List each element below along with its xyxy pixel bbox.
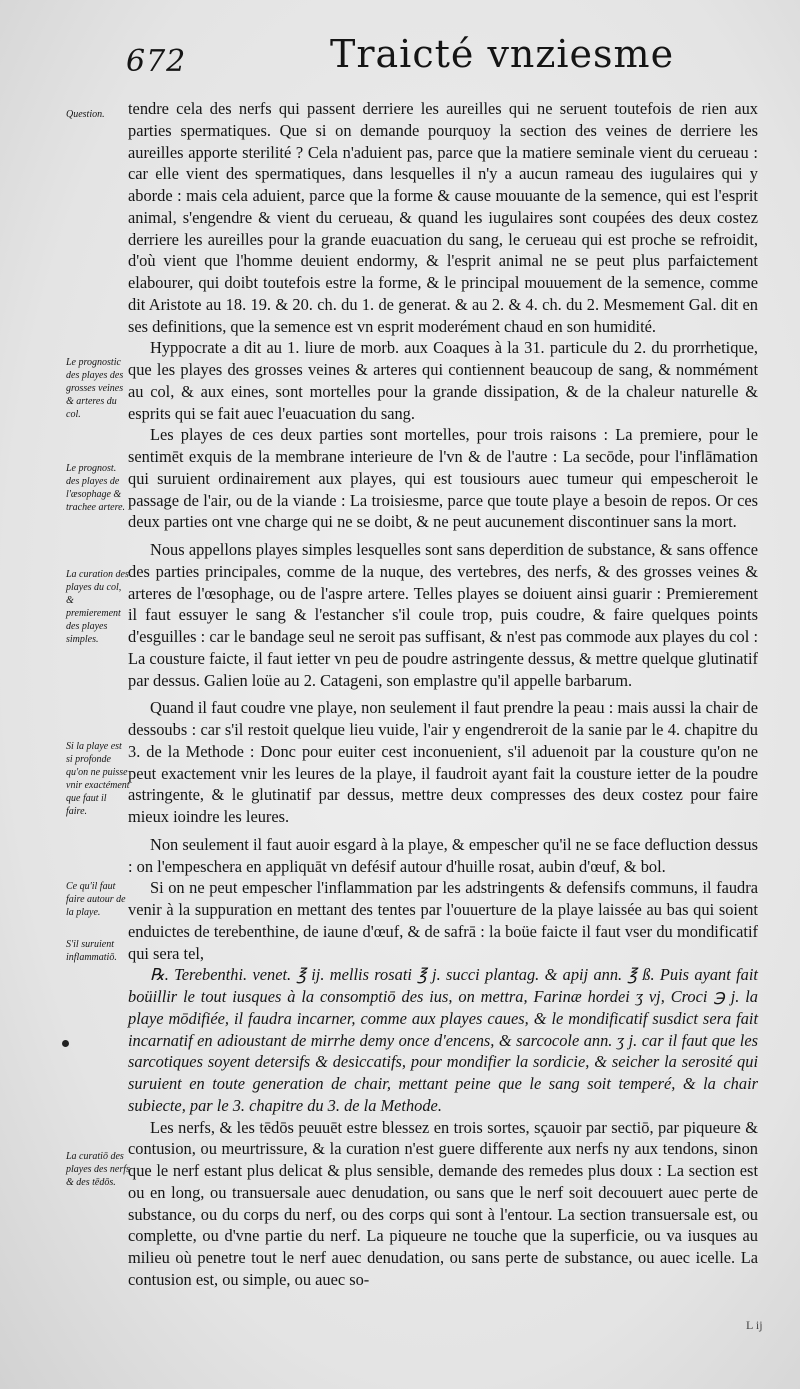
margin-note-curation-simple: La curation des playes du col, & premierement des playes simples. bbox=[66, 569, 129, 645]
main-text bbox=[128, 98, 758, 1291]
margin-note-question: Question. bbox=[66, 109, 105, 120]
margin-note-deep-wound: Si la playe est si profonde qu'on ne puisse vnir exactément que faut il faire. bbox=[66, 741, 130, 817]
margin-note-around-wound: Ce qu'il faut faire autour de la playe. bbox=[66, 881, 126, 918]
paragraph-2: Hyppocrate a dit au 1. liure de morb. aux Coaques à la 31. particule du 2. du prorrhetique, que les playes des grosses veines & arteres qui contiennent beaucoup de sang, & nommément au col, & aux eines, sont mortelles pour la grande dissipation, & de la chaleur naturelle & esprits qui se fait auec l'euacuation du sang. bbox=[128, 338, 758, 423]
paragraph-4: Nous appellons playes simples lesquelles sont sans deperdition de substance, & sans offence des parties principales, comme de la nuque, des vertebres, des nerfs, & des grosses veines & arteres de l'œsophage, ou de l'aspre artere. Telles playes se doiuent ainsi guarir : Premierement il faut essuyer le sang & l'estancher s'il coule trop, puis coudre, & faire quelques points d'esguilles : car le bandage seul ne seroit pas suffisant, & n'est pas commode aux playes du col : La cousture faicte, il faut ietter vn peu de poudre astringente dessus, & mettre quelque glutinatif par dessus. Galien loüe au 2. Catageni, son emplastre qu'il appelle barbarum. bbox=[128, 540, 758, 690]
margin-note-nerves-tendons: La curatiō des playes des nerfs & des tēdōs. bbox=[66, 1151, 130, 1188]
paragraph-3: Les playes de ces deux parties sont mortelles, pour trois raisons : La premiere, pour le sentimēt exquis de la membrane interieure de l'vn & de l'autre : La secōde, pour l'inflāmation qui suruient ordinairement aux playes, qui est tousiours auec tumeur qui empescheroit le passage de l'air, ou de la viande : La troisiesme, parce que toute playe a besoin de repos. Or ces deux parties ont vne charge qui ne se doibt, & ne peut aucunement discontinuer sans la mort. bbox=[128, 425, 758, 532]
recipe-paragraph: ℞. Terebenthi. venet. ℥ ij. mellis rosati ℥ j. succi plantag. & apij ann. ℥ ß. Puis ayant fait boüillir le tout iusques à la consomptiō des ius, on mettra, Farinæ hordei ʒ vj, Croci ℈ j. la playe mōdifiée, il faudra incarner, comme aux playes caues, & le mondificatif susdict sera fait incarnatif en adioustant de mirrhe demy once d'encens, & sarcocole ann. ʒ j. car il faut que les sarcotiques soyent detersifs & desiccatifs, pour mondifier la sordicie, & seicher la serosité qui suruient en toute generation de chair, mettant peine que le sang soit temperé, & la chair subiecte, par le 3. chapitre du 3. de la Methode. bbox=[128, 965, 758, 1115]
signature-mark: L ij bbox=[746, 1318, 763, 1332]
paragraph-9: Les nerfs, & les tēdōs peuuēt estre blessez en trois sortes, sçauoir par sectiō, par piqueure & contusion, ou meurtrissure, & la curation n'est guere differente aux nerfs ny aux tendons, sinon que le nerf estant plus delicat & plus sensible, demande des remedes plus doux : La section est ou en long, ou transuersale auec denudation, ou sans que le nerf soit decouuert auec perte de substance, ou du corps du nerf, ou des corps qui sont à l'entour. La section transuersale est, ou complette, ou d'vne partie du nerf. La piqueure ne touche que la superficie, ou va iusques au milieu où penetre tout le nerf auec denudation, ou sans perte de substance, ou auec icelle. La contusion est, ou simple, ou auec so- bbox=[128, 1117, 758, 1289]
margin-note-prognostic-veins: Le prognostic des playes des grosses veines & arteres du col. bbox=[66, 357, 124, 420]
paragraph-1: tendre cela des nerfs qui passent derriere les aureilles qui ne seruent toutefois de rien aux parties spermatiques. Que si on demande pourquoy la section des veines de derriere les aureilles apporte sterilité ? Cela n'aduient pas, parce que la matiere seminale vient du cerueau : car elle vient des spermatiques, dans lesquelles il n'y a aucun rameau des iugulaires qui y aborde : mais cela aduient, parce que la forme & cause mouuante de la semence, qui est l'esprit animal, s'engendre & vient du cerueau, & quand les iugulaires sont coupées des deux costez derriere les aureilles pour la grande euacuation du sang, le cerueau qui est proche se refroidit, d'où vient que l'homme deuient endormy, & l'esprit animal ne se peut plus parfaictement elabourer, qui doibt toutefois estre la forme, & le principal mouuement de la semence, comme dit Aristote au 18. 19. & 20. ch. du 1. de generat. & au 2. & 4. ch. du 2. Mesmement Gal. dit en ses definitions, que la semence est vn esprit moderément chaud en son humidité. bbox=[128, 99, 758, 336]
paragraph-6: Non seulement il faut auoir esgard à la playe, & empescher qu'il ne se face defluction dessus : on l'empeschera en appliquāt vn defésif autour d'huille rosat, aubin d'œuf, & bol. bbox=[128, 834, 758, 876]
page-number: 672 bbox=[126, 44, 187, 79]
ink-dot-mark bbox=[62, 1040, 69, 1047]
paragraph-7: Si on ne peut empescher l'inflammation par les adstringents & defensifs communs, il faudra venir à la suppuration en mettant des tentes par l'ouuerture de la playe laissée au bas qui soient enduictes de terebenthine, de iaune d'œuf, & de safrā : la boüe faicte il faut vser du mondificatif qui sera tel, bbox=[128, 878, 758, 963]
running-title: Traicté vnziesme bbox=[330, 32, 675, 76]
paragraph-5: Quand il faut coudre vne playe, non seulement il faut prendre la peau : mais aussi la chair de dessoubs : car s'il restoit quelque lieu vuide, l'air y engendreroit de la sanie par le 4. chapitre du 3. de la Methode : Donc pour euiter cest inconuenient, s'il aduenoit par la cousture qu'on ne peut exactement vnir les leures de la playe, il faudroit ayant fait la cousture ietter de la poudre astringente, & le glutinatif par dessus, mettre deux compresses des deux costez pour faire mieux ioindre les leures. bbox=[128, 698, 758, 826]
margin-note-inflammation: S'il suruient inflammatiō. bbox=[66, 939, 117, 963]
margin-note-prognostic-esophagus: Le prognost. des playes de l'æsophage & trachee artere. bbox=[66, 463, 126, 513]
